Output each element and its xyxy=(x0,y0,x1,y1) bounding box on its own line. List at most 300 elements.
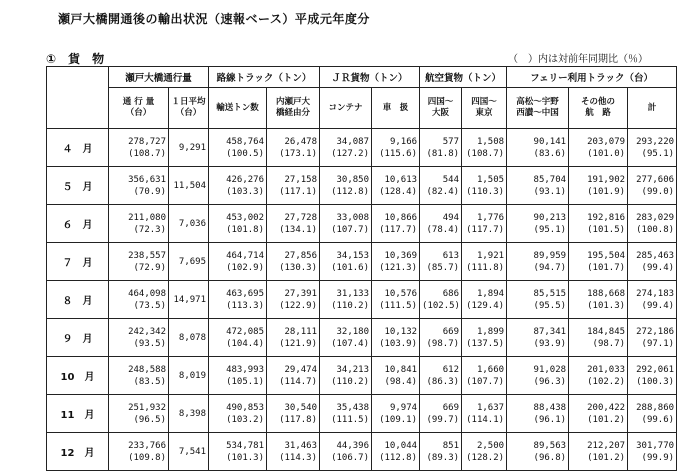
table-cell xyxy=(420,205,462,243)
cell-yoy-ratio: (81.8) xyxy=(426,148,460,159)
cell-value: 669 xyxy=(442,326,460,337)
cell-yoy-ratio: (115.6) xyxy=(379,148,418,159)
cell-yoy-ratio: (98.7) xyxy=(592,338,626,349)
table-row xyxy=(47,205,677,243)
section-label: 貨 物 xyxy=(68,52,105,66)
cell-value: 1,776 xyxy=(476,212,505,223)
table-cell xyxy=(267,129,320,167)
section-heading xyxy=(46,50,116,67)
cell-yoy-ratio: (99.6) xyxy=(641,414,675,425)
cell-value: 88,438 xyxy=(533,402,567,413)
cell-yoy-ratio: (102.2) xyxy=(587,376,626,387)
column-header xyxy=(209,88,267,129)
cell-value: 1,660 xyxy=(476,364,505,375)
table-cell xyxy=(372,357,420,395)
table-cell xyxy=(569,319,628,357)
cell-yoy-ratio: (82.4) xyxy=(426,186,460,197)
table-cell xyxy=(372,433,420,471)
cell-yoy-ratio: (121.3) xyxy=(379,262,418,273)
cell-value: 248,588 xyxy=(128,364,166,375)
cell-yoy-ratio: (114.7) xyxy=(279,376,318,387)
cell-yoy-ratio: (111.5) xyxy=(379,300,418,311)
cell-value: 669 xyxy=(442,402,460,413)
cell-yoy-ratio: (111.8) xyxy=(466,262,505,273)
cell-value: 27,158 xyxy=(284,174,318,185)
column-header-line1: 車 扱 xyxy=(382,102,409,113)
column-header xyxy=(320,88,372,129)
table-cell xyxy=(372,319,420,357)
column-header xyxy=(267,88,320,129)
cell-value: 10,369 xyxy=(384,250,418,261)
cell-yoy-ratio: (96.1) xyxy=(533,414,567,425)
table-cell xyxy=(507,319,569,357)
cell-yoy-ratio: (95.5) xyxy=(533,300,567,311)
table-cell xyxy=(462,395,507,433)
table-cell xyxy=(462,357,507,395)
cell-value: 34,087 xyxy=(336,136,370,147)
cell-value: 1,508 xyxy=(476,136,505,147)
table-cell xyxy=(507,243,569,281)
cell-yoy-ratio: (113.3) xyxy=(226,300,265,311)
cell-value: 211,080 xyxy=(128,212,166,223)
table-cell xyxy=(209,205,267,243)
cell-value: 1,505 xyxy=(476,174,505,185)
cell-yoy-ratio: (99.7) xyxy=(426,414,460,425)
cell-yoy-ratio: (117.1) xyxy=(279,186,318,197)
column-header-line1: 四国～ xyxy=(427,97,454,107)
cell-yoy-ratio: (114.3) xyxy=(279,452,318,463)
table-cell xyxy=(628,433,677,471)
cell-value: 9,974 xyxy=(389,402,418,413)
table-cell xyxy=(628,129,677,167)
cell-yoy-ratio: (110.3) xyxy=(466,186,505,197)
cell-value: 612 xyxy=(442,364,460,375)
table-cell xyxy=(507,395,569,433)
cell-yoy-ratio: (86.3) xyxy=(426,376,460,387)
cell-yoy-ratio: (101.8) xyxy=(226,224,265,235)
cell-value: 464,098 xyxy=(128,288,166,299)
cell-yoy-ratio: (96.8) xyxy=(533,452,567,463)
column-header xyxy=(420,88,462,129)
cell-value: 10,576 xyxy=(384,288,418,299)
cell-yoy-ratio: (173.1) xyxy=(279,148,318,159)
cell-yoy-ratio: (101.9) xyxy=(587,186,626,197)
cell-yoy-ratio: (98.7) xyxy=(426,338,460,349)
cell-value: 34,213 xyxy=(336,364,370,375)
cell-value: 27,728 xyxy=(284,212,318,223)
table-cell xyxy=(109,395,169,433)
cell-value: 201,033 xyxy=(587,364,626,375)
cell-yoy-ratio: (96.5) xyxy=(133,414,166,425)
cell-yoy-ratio: (107.4) xyxy=(331,338,370,349)
cell-value: 472,085 xyxy=(226,326,265,337)
cell-yoy-ratio: (117.7) xyxy=(379,224,418,235)
column-header-line2: 航 路 xyxy=(585,108,611,118)
cell-yoy-ratio: (101.0) xyxy=(587,148,626,159)
month-label: ４ 月 xyxy=(47,129,109,167)
cell-value: 278,727 xyxy=(128,136,166,147)
table-cell xyxy=(320,357,372,395)
table-cell xyxy=(320,319,372,357)
cell-value: 464,714 xyxy=(226,250,265,261)
month-label: ５ 月 xyxy=(47,167,109,205)
cell-yoy-ratio: (98.4) xyxy=(384,376,418,387)
cell-value: 34,153 xyxy=(336,250,370,261)
column-header-line1: 計 xyxy=(647,102,657,113)
column-header xyxy=(372,88,420,129)
cell-yoy-ratio: (122.9) xyxy=(279,300,318,311)
cell-yoy-ratio: (109.8) xyxy=(128,452,166,463)
cell-value: 534,781 xyxy=(226,440,265,451)
cell-yoy-ratio: (128.4) xyxy=(379,186,418,197)
cell-value: 1,894 xyxy=(476,288,505,299)
table-cell xyxy=(462,433,507,471)
table-cell xyxy=(372,281,420,319)
table-row xyxy=(47,167,677,205)
table-cell xyxy=(420,433,462,471)
column-header xyxy=(169,88,209,129)
cell-value: 35,438 xyxy=(336,402,370,413)
table-cell xyxy=(209,281,267,319)
cell-yoy-ratio: (110.2) xyxy=(331,300,370,311)
cell-yoy-ratio: (72.9) xyxy=(133,262,166,273)
cell-value: 33,008 xyxy=(336,212,370,223)
month-label: 11 月 xyxy=(47,395,109,433)
cell-value: 2,500 xyxy=(476,440,505,451)
cell-yoy-ratio: (107.7) xyxy=(331,224,370,235)
cell-value: 87,341 xyxy=(533,326,567,337)
table-cell xyxy=(420,357,462,395)
table-cell xyxy=(209,129,267,167)
cell-yoy-ratio: (103.2) xyxy=(226,414,265,425)
column-header xyxy=(109,88,169,129)
table-cell xyxy=(320,167,372,205)
table-row xyxy=(47,281,677,319)
cell-value: 85,515 xyxy=(533,288,567,299)
cell-value: 10,044 xyxy=(384,440,418,451)
cell-value: 26,478 xyxy=(284,136,318,147)
cell-value: 458,764 xyxy=(226,136,265,147)
cell-yoy-ratio: (112.8) xyxy=(379,452,418,463)
cell-value: 31,463 xyxy=(284,440,318,451)
table-cell xyxy=(320,433,372,471)
cell-value: 426,276 xyxy=(226,174,265,185)
month-label: ９ 月 xyxy=(47,319,109,357)
table-cell xyxy=(569,167,628,205)
cell-value: 11,504 xyxy=(173,180,207,191)
table-cell xyxy=(420,243,462,281)
table-cell xyxy=(209,357,267,395)
column-header-line1: コンテナ xyxy=(328,102,363,113)
cell-value: 9,166 xyxy=(389,136,418,147)
cell-yoy-ratio: (99.4) xyxy=(641,300,675,311)
table-cell xyxy=(462,129,507,167)
table-cell xyxy=(169,319,209,357)
cell-value: 9,291 xyxy=(178,142,207,153)
table-cell xyxy=(569,129,628,167)
cell-yoy-ratio: (101.2) xyxy=(587,414,626,425)
cell-value: 1,921 xyxy=(476,250,505,261)
page-title: 瀬戸大橋開通後の輸出状況（速報ベース）平成元年度分 xyxy=(58,12,370,26)
table-cell xyxy=(569,281,628,319)
cell-value: 90,213 xyxy=(533,212,567,223)
cell-yoy-ratio: (99.4) xyxy=(641,262,675,273)
sub-header-row xyxy=(47,88,677,129)
table-cell xyxy=(628,167,677,205)
cell-yoy-ratio: (108.7) xyxy=(466,148,505,159)
cell-yoy-ratio: (101.7) xyxy=(587,262,626,273)
table-cell xyxy=(169,281,209,319)
column-header xyxy=(507,88,569,129)
table-cell xyxy=(462,167,507,205)
cell-value: 1,637 xyxy=(476,402,505,413)
cell-yoy-ratio: (108.7) xyxy=(128,148,166,159)
table-note: （ ）内は対前年同期比（％） xyxy=(508,54,648,65)
cell-value: 10,841 xyxy=(384,364,418,375)
column-header xyxy=(462,88,507,129)
table-cell xyxy=(320,395,372,433)
cell-yoy-ratio: (134.1) xyxy=(279,224,318,235)
cell-value: 288,860 xyxy=(636,402,675,413)
month-label: ７ 月 xyxy=(47,243,109,281)
cell-yoy-ratio: (109.1) xyxy=(379,414,418,425)
table-cell xyxy=(628,395,677,433)
cell-value: 251,932 xyxy=(128,402,166,413)
export-status-table xyxy=(46,66,677,471)
cell-yoy-ratio: (100.3) xyxy=(636,376,675,387)
table-cell xyxy=(209,433,267,471)
cell-yoy-ratio: (99.9) xyxy=(641,452,675,463)
cell-value: 293,220 xyxy=(636,136,675,147)
table-cell xyxy=(109,129,169,167)
cell-value: 8,398 xyxy=(178,408,207,419)
cell-value: 238,557 xyxy=(128,250,166,261)
cell-value: 203,079 xyxy=(587,136,626,147)
cell-value: 301,770 xyxy=(636,440,675,451)
column-header-line2: 橋経由分 xyxy=(276,108,311,118)
column-header-line1: 通 行 量 xyxy=(122,97,155,107)
table-cell xyxy=(372,167,420,205)
table-cell xyxy=(372,243,420,281)
column-header xyxy=(628,88,677,129)
section-marker: ① xyxy=(46,52,57,66)
cell-value: 463,695 xyxy=(226,288,265,299)
table-cell xyxy=(628,281,677,319)
cell-yoy-ratio: (111.5) xyxy=(331,414,370,425)
table-cell xyxy=(507,205,569,243)
cell-value: 1,899 xyxy=(476,326,505,337)
cell-yoy-ratio: (101.3) xyxy=(587,300,626,311)
cell-value: 7,036 xyxy=(178,218,207,229)
cell-yoy-ratio: (121.9) xyxy=(279,338,318,349)
table-cell xyxy=(569,357,628,395)
cell-yoy-ratio: (127.2) xyxy=(331,148,370,159)
cell-yoy-ratio: (106.7) xyxy=(331,452,370,463)
cell-yoy-ratio: (93.5) xyxy=(133,338,166,349)
cell-yoy-ratio: (102.5) xyxy=(422,300,460,311)
group-header: 航空貨物（トン） xyxy=(420,67,507,88)
cell-value: 29,474 xyxy=(284,364,318,375)
cell-value: 494 xyxy=(442,212,460,223)
table-cell xyxy=(209,319,267,357)
cell-yoy-ratio: (99.0) xyxy=(641,186,675,197)
cell-yoy-ratio: (105.1) xyxy=(226,376,265,387)
cell-value: 10,866 xyxy=(384,212,418,223)
cell-yoy-ratio: (130.3) xyxy=(279,262,318,273)
table-cell xyxy=(462,243,507,281)
cell-yoy-ratio: (83.5) xyxy=(133,376,166,387)
cell-yoy-ratio: (101.6) xyxy=(331,262,370,273)
table-cell xyxy=(372,395,420,433)
table-row xyxy=(47,243,677,281)
month-label: ６ 月 xyxy=(47,205,109,243)
cell-yoy-ratio: (128.2) xyxy=(466,452,505,463)
table-cell xyxy=(169,167,209,205)
cell-value: 212,207 xyxy=(587,440,626,451)
cell-value: 191,902 xyxy=(587,174,626,185)
table-cell xyxy=(320,205,372,243)
column-header xyxy=(569,88,628,129)
table-cell xyxy=(462,281,507,319)
table-cell xyxy=(569,395,628,433)
cell-yoy-ratio: (137.5) xyxy=(466,338,505,349)
group-header-row xyxy=(47,67,677,88)
cell-yoy-ratio: (73.5) xyxy=(133,300,166,311)
cell-yoy-ratio: (104.4) xyxy=(226,338,265,349)
table-body xyxy=(47,129,677,471)
column-header-line1: 四国～ xyxy=(471,97,497,107)
cell-yoy-ratio: (101.5) xyxy=(587,224,626,235)
group-header: 瀬戸大橋通行量 xyxy=(109,67,209,88)
table-row xyxy=(47,319,677,357)
month-label: 12 月 xyxy=(47,433,109,471)
column-header-line1: その他の xyxy=(581,97,616,107)
table-cell xyxy=(169,129,209,167)
table-cell xyxy=(169,243,209,281)
cell-yoy-ratio: (95.1) xyxy=(641,148,675,159)
cell-yoy-ratio: (85.7) xyxy=(426,262,460,273)
cell-yoy-ratio: (112.8) xyxy=(331,186,370,197)
table-cell xyxy=(628,243,677,281)
table-cell xyxy=(267,243,320,281)
table-cell xyxy=(169,395,209,433)
table-cell xyxy=(628,205,677,243)
cell-value: 200,422 xyxy=(587,402,626,413)
cell-value: 285,463 xyxy=(636,250,675,261)
cell-value: 192,816 xyxy=(587,212,626,223)
cell-value: 89,563 xyxy=(533,440,567,451)
cell-yoy-ratio: (101.2) xyxy=(587,452,626,463)
cell-yoy-ratio: (100.5) xyxy=(226,148,265,159)
table-cell xyxy=(507,433,569,471)
table-cell xyxy=(209,395,267,433)
cell-value: 233,766 xyxy=(128,440,166,451)
table-cell xyxy=(628,357,677,395)
table-cell xyxy=(569,243,628,281)
cell-value: 28,111 xyxy=(284,326,318,337)
cell-value: 283,029 xyxy=(636,212,675,223)
cell-value: 195,504 xyxy=(587,250,626,261)
table-cell xyxy=(507,167,569,205)
table-cell xyxy=(267,433,320,471)
cell-yoy-ratio: (93.1) xyxy=(533,186,567,197)
table-cell xyxy=(462,205,507,243)
table-cell xyxy=(109,281,169,319)
column-header-line1: 高松～宇野 xyxy=(516,97,559,107)
cell-value: 188,668 xyxy=(587,288,626,299)
table-cell xyxy=(420,319,462,357)
table-cell xyxy=(420,129,462,167)
column-header-line2: （台） xyxy=(125,108,152,118)
table-cell xyxy=(420,167,462,205)
cell-value: 89,959 xyxy=(533,250,567,261)
table-cell xyxy=(109,243,169,281)
cell-value: 544 xyxy=(442,174,460,185)
table-cell xyxy=(569,433,628,471)
header-corner xyxy=(47,67,109,129)
table-row xyxy=(47,129,677,167)
group-header: 路線トラック（トン） xyxy=(209,67,320,88)
cell-value: 577 xyxy=(442,136,460,147)
table-cell xyxy=(267,205,320,243)
table-cell xyxy=(267,167,320,205)
cell-yoy-ratio: (102.9) xyxy=(226,262,265,273)
cell-value: 483,993 xyxy=(226,364,265,375)
cell-yoy-ratio: (103.9) xyxy=(379,338,418,349)
table-cell xyxy=(507,281,569,319)
cell-value: 356,631 xyxy=(128,174,166,185)
column-header-line2: 東京 xyxy=(475,108,493,118)
cell-yoy-ratio: (93.9) xyxy=(533,338,567,349)
cell-value: 242,342 xyxy=(128,326,166,337)
cell-value: 453,002 xyxy=(226,212,265,223)
column-header-line2: 大阪 xyxy=(432,108,450,118)
table-cell xyxy=(109,205,169,243)
table-cell xyxy=(267,357,320,395)
group-header: フェリー利用トラック（台） xyxy=(507,67,677,88)
cell-value: 44,396 xyxy=(336,440,370,451)
cell-value: 30,850 xyxy=(336,174,370,185)
table-cell xyxy=(372,205,420,243)
cell-value: 31,133 xyxy=(336,288,370,299)
table-cell xyxy=(109,167,169,205)
table-cell xyxy=(109,433,169,471)
column-header-line2: 西讃～中国 xyxy=(516,108,559,118)
table-cell xyxy=(267,395,320,433)
cell-yoy-ratio: (129.4) xyxy=(466,300,505,311)
table-cell xyxy=(320,281,372,319)
cell-value: 7,541 xyxy=(178,446,207,457)
table-cell xyxy=(372,129,420,167)
table-cell xyxy=(569,205,628,243)
cell-yoy-ratio: (97.1) xyxy=(641,338,675,349)
group-header: ＪＲ貨物（トン） xyxy=(320,67,420,88)
cell-value: 14,971 xyxy=(173,294,207,305)
table-cell xyxy=(462,319,507,357)
cell-yoy-ratio: (101.3) xyxy=(226,452,265,463)
column-header-line1: 輸送トン数 xyxy=(216,102,259,113)
cell-value: 686 xyxy=(442,288,460,299)
cell-yoy-ratio: (70.9) xyxy=(133,186,166,197)
table-row xyxy=(47,357,677,395)
table-cell xyxy=(267,319,320,357)
cell-yoy-ratio: (96.3) xyxy=(533,376,567,387)
table-cell xyxy=(169,357,209,395)
table-cell xyxy=(169,205,209,243)
cell-value: 90,141 xyxy=(533,136,567,147)
cell-yoy-ratio: (72.3) xyxy=(133,224,166,235)
cell-value: 32,180 xyxy=(336,326,370,337)
